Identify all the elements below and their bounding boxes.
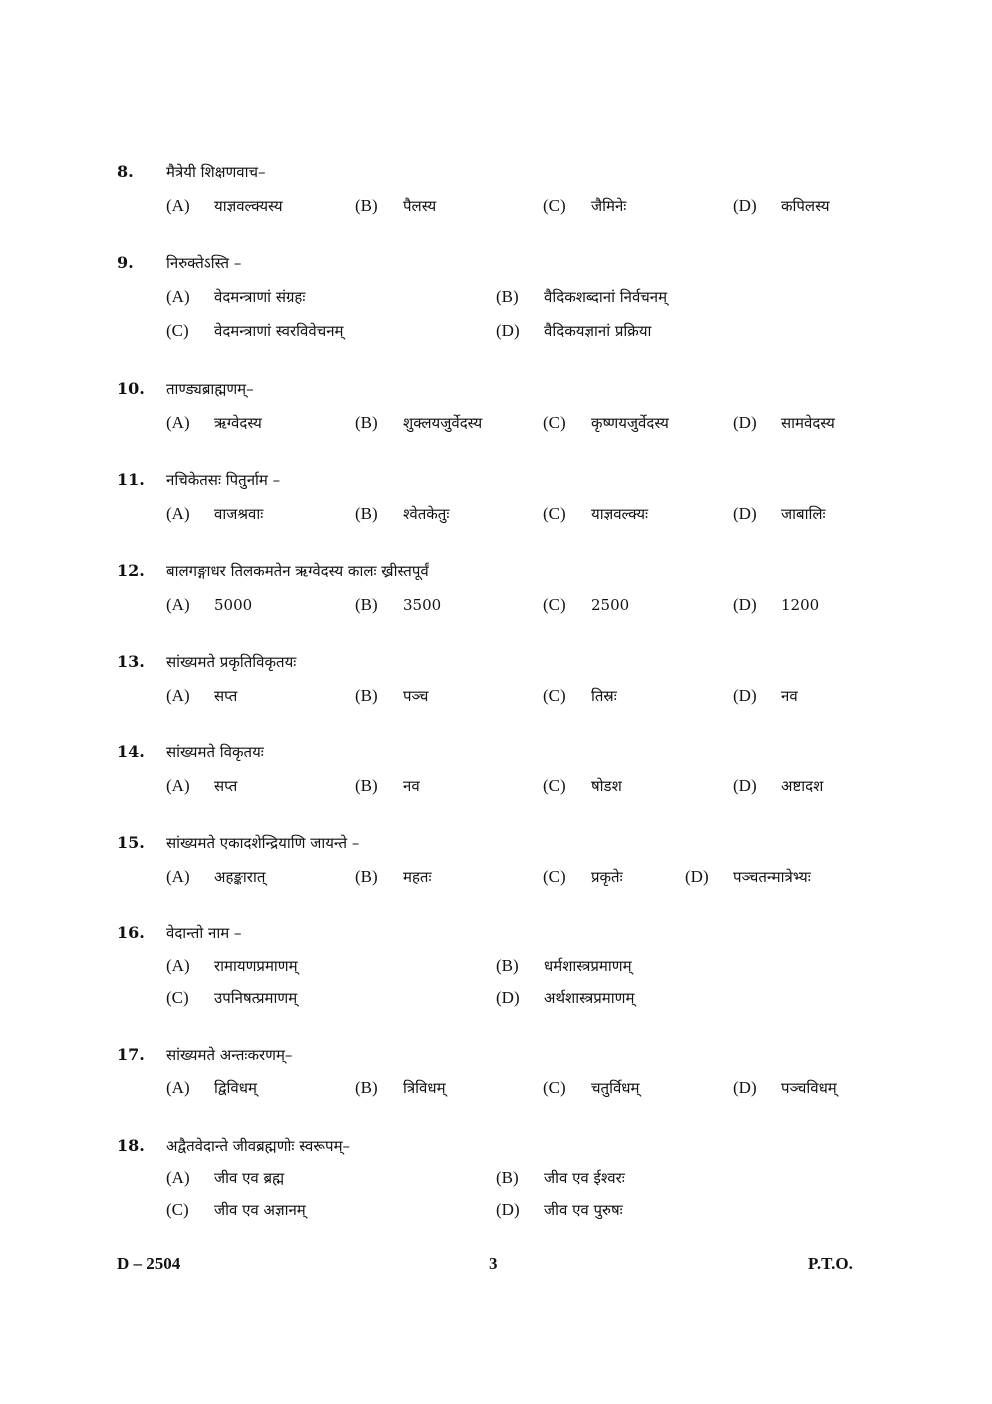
option-text: 5000 xyxy=(214,596,253,614)
option-text: पैलस्य xyxy=(403,197,437,215)
option-label: (C) xyxy=(543,1078,566,1097)
option-label: (C) xyxy=(543,196,566,215)
option-text: नव xyxy=(403,777,420,795)
footer-code: D – 2504 xyxy=(117,1254,181,1273)
option-text: कृष्णयजुर्वेदस्य xyxy=(591,414,669,432)
option-label: (B) xyxy=(355,686,378,705)
option-label: (B) xyxy=(355,413,378,432)
option-b xyxy=(355,776,420,796)
option-text: जीव एव ईश्वरः xyxy=(544,1169,625,1187)
option-b xyxy=(355,196,436,216)
option-label: (D) xyxy=(733,413,757,432)
option-d xyxy=(733,595,819,615)
option-label: (A) xyxy=(166,595,190,614)
option-text: ऋग्वेदस्य xyxy=(214,414,262,432)
option-c xyxy=(543,595,629,615)
option-text: पञ्चतन्मात्रेभ्यः xyxy=(733,868,811,886)
option-d xyxy=(496,321,651,341)
option-label: (D) xyxy=(496,321,520,340)
option-label: (A) xyxy=(166,776,190,795)
option-c xyxy=(543,776,622,796)
option-d xyxy=(496,988,634,1008)
option-label: (A) xyxy=(166,504,190,523)
option-label: (A) xyxy=(166,196,190,215)
option-a xyxy=(166,595,252,615)
question-text: सांख्यमते विकृतयः xyxy=(166,743,264,761)
option-label: (A) xyxy=(166,413,190,432)
question-number: 17. xyxy=(117,1045,145,1064)
option-text: वाजश्रवाः xyxy=(214,505,264,523)
option-label: (C) xyxy=(543,504,566,523)
option-text: जीव एव पुरुषः xyxy=(544,1201,623,1219)
option-text: 3500 xyxy=(403,596,442,614)
option-text: तिस्रः xyxy=(591,687,617,705)
option-c xyxy=(543,196,626,216)
option-a xyxy=(166,776,237,796)
option-d xyxy=(496,1200,623,1220)
question-number: 18. xyxy=(117,1136,145,1155)
option-label: (B) xyxy=(355,1078,378,1097)
option-c xyxy=(543,1078,640,1098)
question-number: 13. xyxy=(117,652,145,671)
option-d xyxy=(733,686,798,706)
option-text: वेदमन्त्राणां स्वरविवेचनम् xyxy=(214,322,344,340)
option-label: (C) xyxy=(543,686,566,705)
option-label: (B) xyxy=(496,956,519,975)
option-text: द्विविधम् xyxy=(214,1079,257,1097)
option-a xyxy=(166,867,265,887)
option-a xyxy=(166,686,237,706)
question-text: सांख्यमते अन्तःकरणम्– xyxy=(166,1046,293,1064)
option-label: (D) xyxy=(733,1078,757,1097)
option-text: याज्ञवल्क्यः xyxy=(591,505,649,523)
option-label: (A) xyxy=(166,1168,190,1187)
option-label: (D) xyxy=(496,1200,520,1219)
option-c xyxy=(543,686,617,706)
option-label: (B) xyxy=(496,287,519,306)
option-text: पञ्चविधम् xyxy=(781,1079,837,1097)
option-text: रामायणप्रमाणम् xyxy=(214,957,298,975)
option-label: (A) xyxy=(166,867,190,886)
option-c xyxy=(166,988,297,1008)
option-text: जैमिनेः xyxy=(591,197,627,215)
question-number: 15. xyxy=(117,833,145,852)
option-text: याज्ञवल्क्यस्य xyxy=(214,197,283,215)
option-b xyxy=(355,686,428,706)
question-text: नचिकेतसः पितुर्नाम – xyxy=(166,471,281,489)
option-label: (B) xyxy=(355,196,378,215)
option-text: उपनिषत्प्रमाणम् xyxy=(214,989,298,1007)
option-text: वैदिकयज्ञानां प्रक्रिया xyxy=(544,322,652,340)
option-a xyxy=(166,1078,257,1098)
question-text: निरुक्तेऽस्ति – xyxy=(166,254,242,272)
page-number: 3 xyxy=(489,1254,498,1273)
option-label: (C) xyxy=(166,988,189,1007)
option-label: (D) xyxy=(733,504,757,523)
option-label: (A) xyxy=(166,956,190,975)
option-label: (A) xyxy=(166,287,190,306)
option-d xyxy=(733,1078,837,1098)
option-label: (C) xyxy=(543,867,566,886)
option-d xyxy=(733,504,826,524)
option-label: (C) xyxy=(543,595,566,614)
option-label: (D) xyxy=(496,988,520,1007)
option-label: (C) xyxy=(166,321,189,340)
option-d xyxy=(733,196,830,216)
option-text: प्रकृतेः xyxy=(591,868,623,886)
option-c xyxy=(543,504,648,524)
option-label: (B) xyxy=(355,776,378,795)
option-text: वैदिकशब्दानां निर्वचनम् xyxy=(544,288,668,306)
option-a xyxy=(166,504,263,524)
option-label: (D) xyxy=(733,686,757,705)
option-a xyxy=(166,956,298,976)
question-number: 11. xyxy=(117,470,145,489)
option-c xyxy=(166,1200,306,1220)
question-text: ताण्ड्यब्राह्मणम्– xyxy=(166,380,254,398)
option-label: (A) xyxy=(166,1078,190,1097)
option-text: अर्थशास्त्रप्रमाणम् xyxy=(544,989,635,1007)
option-text: चतुर्विधम् xyxy=(591,1079,640,1097)
question-text: बालगङ्गाधर तिलकमतेन ऋग्वेदस्य कालः ख्रीस्तपूर्वं xyxy=(166,562,429,580)
question-text: सांख्यमते प्रकृतिविकृतयः xyxy=(166,653,297,671)
question-text: अद्वैतवेदान्ते जीवब्रह्मणोः स्वरूपम्– xyxy=(166,1137,351,1155)
option-d xyxy=(733,776,823,796)
option-b xyxy=(355,1078,446,1098)
option-b xyxy=(496,287,667,307)
option-label: (B) xyxy=(355,504,378,523)
option-text: वेदमन्त्राणां संग्रहः xyxy=(214,288,306,306)
option-label: (D) xyxy=(733,595,757,614)
option-label: (D) xyxy=(733,196,757,215)
option-text: अहङ्कारात् xyxy=(214,868,266,886)
question-text: मैत्रेयी शिक्षणवाच– xyxy=(166,163,266,181)
option-a xyxy=(166,1168,284,1188)
option-text: 2500 xyxy=(591,596,630,614)
option-a xyxy=(166,287,305,307)
option-text: जाबालिः xyxy=(781,505,826,523)
option-d xyxy=(685,867,811,887)
option-text: सप्त xyxy=(214,687,238,705)
option-a xyxy=(166,196,283,216)
question-number: 12. xyxy=(117,561,145,580)
option-text: त्रिविधम् xyxy=(403,1079,446,1097)
option-text: अष्टादश xyxy=(781,777,824,795)
option-b xyxy=(496,956,632,976)
option-text: नव xyxy=(781,687,798,705)
option-b xyxy=(355,595,441,615)
option-b xyxy=(496,1168,625,1188)
question-number: 8. xyxy=(117,162,134,181)
option-label: (C) xyxy=(543,776,566,795)
option-b xyxy=(355,504,449,524)
option-c xyxy=(543,413,669,433)
question-text: वेदान्तो नाम – xyxy=(166,924,242,942)
option-label: (C) xyxy=(166,1200,189,1219)
option-d xyxy=(733,413,835,433)
option-label: (B) xyxy=(355,867,378,886)
option-text: शुक्लयजुर्वेदस्य xyxy=(403,414,483,432)
option-text: श्वेतकेतुः xyxy=(403,505,450,523)
option-c xyxy=(166,321,344,341)
option-a xyxy=(166,413,262,433)
pto-label: P.T.O. xyxy=(808,1254,853,1273)
option-label: (D) xyxy=(733,776,757,795)
option-text: जीव एव ब्रह्म xyxy=(214,1169,285,1187)
option-text: 1200 xyxy=(781,596,820,614)
option-label: (B) xyxy=(496,1168,519,1187)
question-number: 10. xyxy=(117,379,145,398)
option-text: कपिलस्य xyxy=(781,197,830,215)
question-number: 16. xyxy=(117,923,145,942)
option-label: (C) xyxy=(543,413,566,432)
question-number: 9. xyxy=(117,253,134,272)
option-b xyxy=(355,867,432,887)
option-label: (B) xyxy=(355,595,378,614)
option-label: (A) xyxy=(166,686,190,705)
option-text: धर्मशास्त्रप्रमाणम् xyxy=(544,957,632,975)
option-text: महतः xyxy=(403,868,432,886)
option-label: (D) xyxy=(685,867,709,886)
option-text: पञ्च xyxy=(403,687,429,705)
option-b xyxy=(355,413,482,433)
question-text: सांख्यमते एकादशेन्द्रियाणि जायन्ते – xyxy=(166,834,360,852)
option-text: षोडश xyxy=(591,777,622,795)
question-number: 14. xyxy=(117,742,145,761)
option-text: जीव एव अज्ञानम् xyxy=(214,1201,306,1219)
option-text: सामवेदस्य xyxy=(781,414,835,432)
option-text: सप्त xyxy=(214,777,238,795)
option-c xyxy=(543,867,623,887)
